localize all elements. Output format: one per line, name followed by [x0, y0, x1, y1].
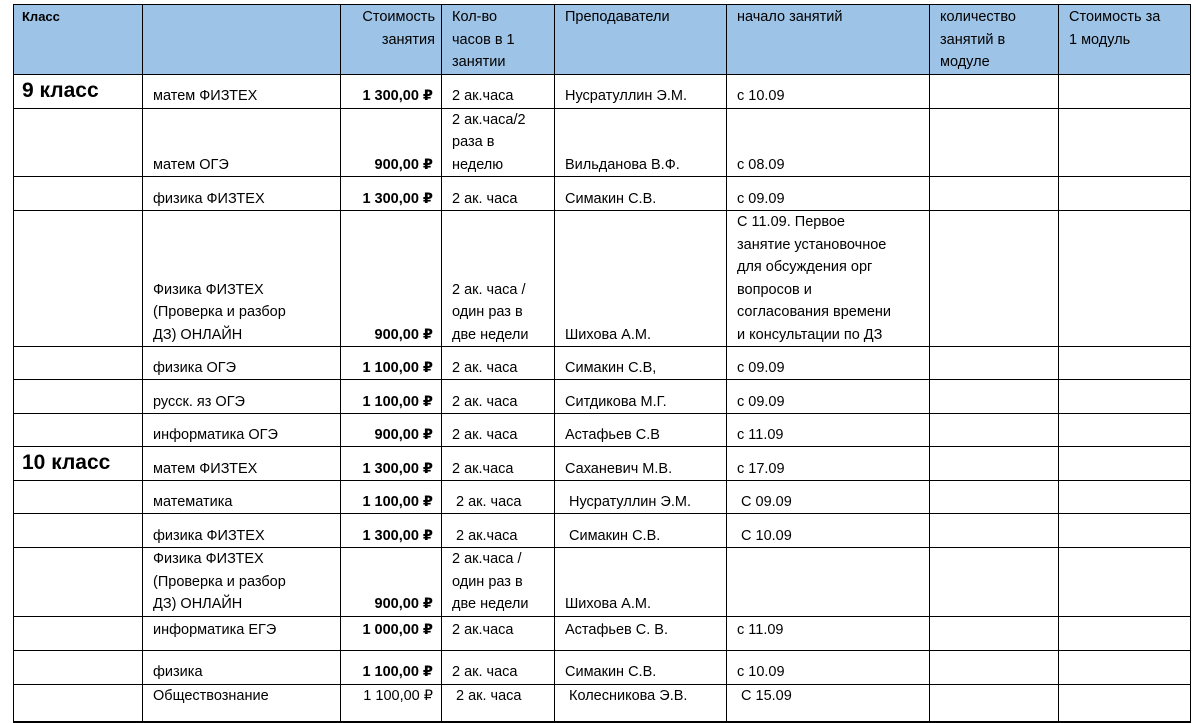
row-teacher: Шихова А.М.: [555, 211, 727, 347]
row-lessons-count: [930, 211, 1059, 347]
row-start-date: с 11.09: [727, 616, 930, 650]
row-teacher: Астафьев С. В.: [555, 616, 727, 650]
table-row: [14, 177, 1191, 211]
row-teacher: Саханевич М.В.: [555, 447, 727, 481]
row-price: 1 100,00 ₽: [341, 347, 442, 380]
row-subject: матем ФИЗТЕХ: [143, 74, 341, 108]
row-class-label: [14, 684, 143, 722]
row-module-price: [1059, 548, 1191, 617]
table-row: [14, 514, 1191, 548]
row-teacher: Колесникова Э.В.: [555, 684, 727, 722]
row-hours: 2 ак.часа: [442, 514, 555, 548]
row-start-date: [727, 548, 930, 617]
row-start-date: С 10.09: [727, 514, 930, 548]
row-subject: физика: [143, 650, 341, 684]
row-class-label: [14, 514, 143, 548]
table-row: [14, 447, 1191, 481]
row-subject: матем ФИЗТЕХ: [143, 447, 341, 481]
row-hours: 2 ак. часа: [442, 347, 555, 380]
row-price: 1 000,00 ₽: [341, 616, 442, 650]
row-start-date: с 11.09: [727, 414, 930, 447]
row-lessons-count: [930, 616, 1059, 650]
row-start-date: с 09.09: [727, 380, 930, 414]
row-class-label: [14, 177, 143, 211]
row-start-date: с 10.09: [727, 650, 930, 684]
row-price: 900,00 ₽: [341, 548, 442, 617]
row-teacher: Астафьев С.В: [555, 414, 727, 447]
row-subject: информатика ЕГЭ: [143, 616, 341, 650]
row-teacher: Шихова А.М.: [555, 548, 727, 617]
row-lessons-count: [930, 447, 1059, 481]
row-lessons-count: [930, 514, 1059, 548]
row-hours: 2 ак.часа: [442, 616, 555, 650]
row-hours: 2 ак. часа / один раз в две недели: [442, 211, 555, 347]
row-class-label: 10 класс: [14, 447, 143, 481]
row-module-price: [1059, 650, 1191, 684]
row-teacher: Ситдикова М.Г.: [555, 380, 727, 414]
row-lessons-count: [930, 650, 1059, 684]
row-hours: 2 ак. часа: [442, 414, 555, 447]
row-start-date: с 10.09: [727, 74, 930, 108]
header-start: начало занятий: [727, 5, 930, 75]
table-row: [14, 414, 1191, 447]
row-class-label: [14, 548, 143, 617]
row-teacher: Нусратуллин Э.М.: [555, 481, 727, 514]
row-price: 1 100,00 ₽: [341, 650, 442, 684]
row-hours: 2 ак. часа: [442, 684, 555, 722]
row-hours: 2 ак.часа: [442, 447, 555, 481]
row-subject: русск. яз ОГЭ: [143, 380, 341, 414]
row-subject: физика ФИЗТЕХ: [143, 514, 341, 548]
row-module-price: [1059, 211, 1191, 347]
row-start-date: С 15.09: [727, 684, 930, 722]
row-class-label: [14, 481, 143, 514]
header-module-price: Стоимость за 1 модуль: [1059, 5, 1191, 75]
row-price: 900,00 ₽: [341, 414, 442, 447]
row-subject: Физика ФИЗТЕХ (Проверка и разбор ДЗ) ОНЛАЙН: [143, 548, 341, 617]
header-price: Стоимость занятия: [341, 5, 442, 75]
header-hours: Кол-во часов в 1 занятии: [442, 5, 555, 75]
header-teachers: Преподаватели: [555, 5, 727, 75]
row-lessons-count: [930, 347, 1059, 380]
row-hours: 2 ак. часа: [442, 481, 555, 514]
row-teacher: Симакин С.В.: [555, 650, 727, 684]
table-row: [14, 108, 1191, 177]
header-class: Класс: [14, 5, 143, 75]
table-row: [14, 650, 1191, 684]
row-class-label: [14, 347, 143, 380]
row-module-price: [1059, 616, 1191, 650]
row-hours: 2 ак.часа: [442, 74, 555, 108]
table-row: [14, 616, 1191, 650]
row-hours: 2 ак. часа: [442, 650, 555, 684]
header-subject: [143, 5, 341, 75]
row-class-label: 9 класс: [14, 74, 143, 108]
row-teacher: Симакин С.В,: [555, 347, 727, 380]
row-module-price: [1059, 177, 1191, 211]
row-start-date: с 17.09: [727, 447, 930, 481]
row-price: 1 300,00 ₽: [341, 74, 442, 108]
row-module-price: [1059, 74, 1191, 108]
row-lessons-count: [930, 108, 1059, 177]
row-price: 1 300,00 ₽: [341, 177, 442, 211]
header-row: [14, 5, 1191, 75]
row-subject: Обществознание: [143, 684, 341, 722]
row-start-date: С 09.09: [727, 481, 930, 514]
row-lessons-count: [930, 74, 1059, 108]
row-start-date: с 08.09: [727, 108, 930, 177]
row-lessons-count: [930, 684, 1059, 722]
row-module-price: [1059, 414, 1191, 447]
row-module-price: [1059, 481, 1191, 514]
row-subject: Физика ФИЗТЕХ (Проверка и разбор ДЗ) ОНЛАЙН: [143, 211, 341, 347]
row-module-price: [1059, 514, 1191, 548]
row-price: 900,00 ₽: [341, 108, 442, 177]
row-lessons-count: [930, 481, 1059, 514]
row-lessons-count: [930, 414, 1059, 447]
row-module-price: [1059, 108, 1191, 177]
table-row: [14, 481, 1191, 514]
table-row: [14, 548, 1191, 617]
table-row: [14, 74, 1191, 108]
row-price: 1 100,00 ₽: [341, 684, 442, 722]
row-class-label: [14, 414, 143, 447]
header-lessons-count: количество занятий в модуле: [930, 5, 1059, 75]
row-class-label: [14, 616, 143, 650]
row-price: 1 300,00 ₽: [341, 514, 442, 548]
row-price: 1 300,00 ₽: [341, 447, 442, 481]
row-module-price: [1059, 380, 1191, 414]
row-start-date: С 11.09. Первое занятие установочное для обсуждения орг вопросов и согласования времени и консультации по ДЗ: [727, 211, 930, 347]
row-subject: информатика ОГЭ: [143, 414, 341, 447]
row-price: 1 100,00 ₽: [341, 380, 442, 414]
row-subject: физика ФИЗТЕХ: [143, 177, 341, 211]
row-subject: физика ОГЭ: [143, 347, 341, 380]
row-class-label: [14, 650, 143, 684]
row-module-price: [1059, 347, 1191, 380]
row-teacher: Нусратуллин Э.М.: [555, 74, 727, 108]
table-row: [14, 347, 1191, 380]
table-row: [14, 211, 1191, 347]
row-start-date: с 09.09: [727, 347, 930, 380]
table-row: [14, 684, 1191, 722]
row-subject: математика: [143, 481, 341, 514]
row-teacher: Симакин С.В.: [555, 177, 727, 211]
row-class-label: [14, 380, 143, 414]
row-module-price: [1059, 684, 1191, 722]
row-lessons-count: [930, 177, 1059, 211]
row-lessons-count: [930, 548, 1059, 617]
row-teacher: Вильданова В.Ф.: [555, 108, 727, 177]
row-hours: 2 ак.часа / один раз в две недели: [442, 548, 555, 617]
schedule-table: [13, 4, 1191, 723]
row-class-label: [14, 108, 143, 177]
row-start-date: с 09.09: [727, 177, 930, 211]
row-price: 900,00 ₽: [341, 211, 442, 347]
row-module-price: [1059, 447, 1191, 481]
row-hours: 2 ак. часа: [442, 380, 555, 414]
table-row: [14, 380, 1191, 414]
row-class-label: [14, 211, 143, 347]
row-price: 1 100,00 ₽: [341, 481, 442, 514]
row-teacher: Симакин С.В.: [555, 514, 727, 548]
row-hours: 2 ак.часа/2 раза в неделю: [442, 108, 555, 177]
row-lessons-count: [930, 380, 1059, 414]
row-subject: матем ОГЭ: [143, 108, 341, 177]
row-hours: 2 ак. часа: [442, 177, 555, 211]
